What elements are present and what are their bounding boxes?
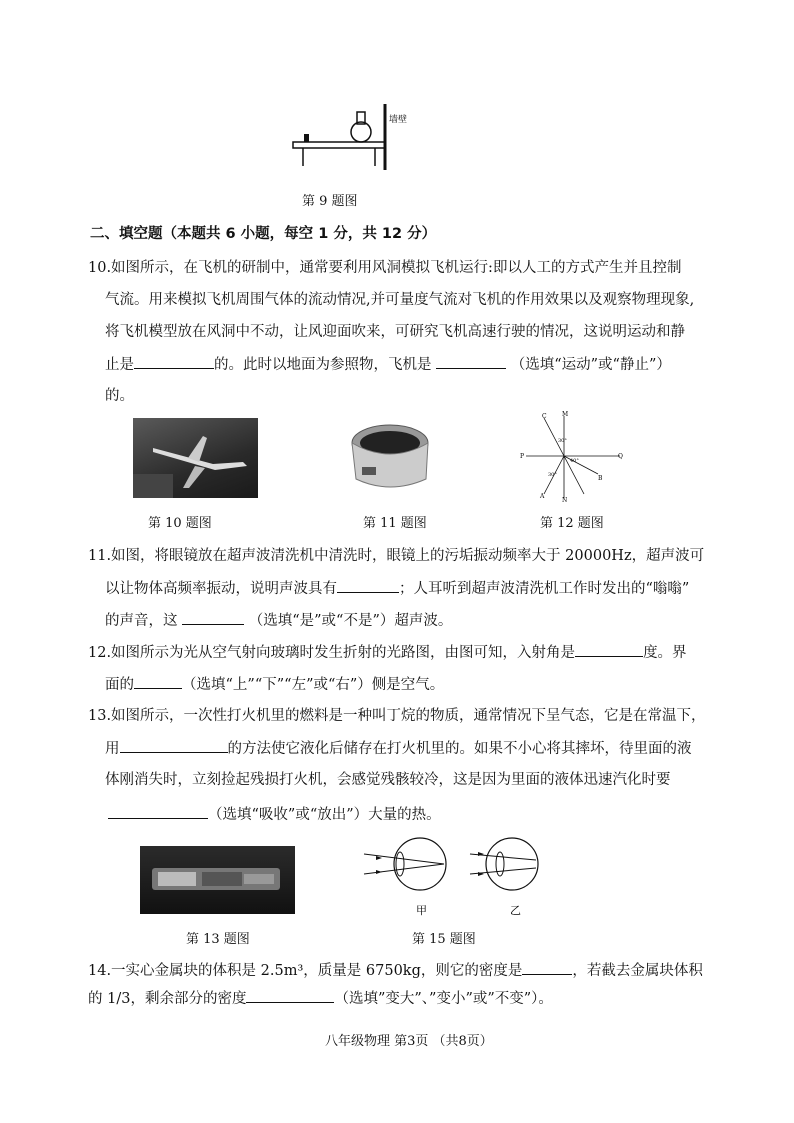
q13-line1: 13.如图所示，一次性打火机里的燃料是一种叫丁烷的物质，通常情况下呈气态，它是在常温下， (88, 708, 706, 724)
fig12-label-b: B (598, 475, 603, 482)
q13-line2 (105, 738, 692, 759)
q14-blank-2[interactable] (246, 988, 334, 1003)
q10-line4 (105, 354, 671, 375)
fig12-angle-1: 30° (558, 438, 567, 444)
fig15-caption: 第 15 题图 (412, 932, 476, 947)
section-title: 二、填空题（本题共 6 小题，每空 1 分，共 12 分） (90, 226, 437, 242)
fig9-diagram (285, 98, 425, 178)
q10-line3: 将飞机模型放在风洞中不动，让风迎面吹来，可研究飞机高速行驶的情况，这说明运动和静 (105, 324, 685, 340)
q14-line1-a: 14.一实心金属块的体积是 2.5m³，质量是 6750kg，则它的密度是 (88, 963, 523, 979)
q13-line4 (108, 804, 441, 825)
q10-line4-a: 止是 (105, 357, 134, 373)
q12-blank-2[interactable] (134, 674, 182, 689)
fig10-plane-photo (133, 418, 258, 498)
q10-blank-2[interactable] (436, 354, 506, 369)
fig12-label-q: Q (618, 453, 623, 460)
q11-line2 (105, 578, 689, 599)
q11-blank-1[interactable] (337, 578, 399, 593)
q12-line1-a: 12.如图所示为光从空气射向玻璃时发生折射的光路图，由图可知，入射角是 (88, 645, 576, 661)
fig9-caption: 第 9 题图 (302, 194, 358, 209)
fig12-angle-2: 30° (548, 472, 557, 478)
q12-line2-a: 面的 (105, 677, 134, 693)
fig9-wall-label: 墙壁 (389, 115, 408, 125)
fig11-cleaner-photo (348, 415, 433, 495)
q11-line3 (105, 610, 452, 631)
q12-line1-b: 度。界 (643, 645, 687, 661)
fig13-lighter-photo (140, 846, 295, 914)
q13-line4-text: （选填“吸收”或“放出”）大量的热。 (208, 807, 441, 823)
fig12-angle-3: 40° (570, 458, 579, 464)
fig15-eye-diagram (360, 830, 560, 920)
q11-line2-b: ；人耳听到超声波清洗机工作时发出的“嗡嗡” (399, 581, 690, 597)
q12-blank-1[interactable] (575, 642, 643, 657)
fig12-label-a: A (540, 493, 545, 500)
q11-blank-2[interactable] (182, 610, 244, 625)
q10-line4-c: （选填“运动”或“静止”） (510, 357, 671, 373)
fig12-label-n: N (562, 497, 568, 502)
fig11-caption: 第 11 题图 (363, 516, 427, 531)
q13-blank-1[interactable] (120, 738, 228, 753)
fig13-caption: 第 13 题图 (186, 932, 250, 947)
fig12-label-p: P (520, 453, 525, 460)
q14-line1-b: ，若截去金属块体积 (572, 963, 703, 979)
q14-blank-1[interactable] (522, 960, 572, 975)
q11-line1: 11.如图，将眼镜放在超声波清洗机中清洗时，眼镜上的污垢振动频率大于 20000Hz，超声波可 (88, 548, 705, 564)
fig12-caption: 第 12 题图 (540, 516, 604, 531)
q13-line2-a: 用 (105, 741, 120, 757)
q12-line1 (88, 642, 687, 663)
fig10-caption: 第 10 题图 (148, 516, 212, 531)
q13-blank-2[interactable] (108, 804, 208, 819)
q13-line3: 体刚消失时，立刻捡起残损打火机，会感觉残骸较冷，这是因为里面的液体迅速汽化时要 (105, 772, 671, 788)
q14-line2 (88, 988, 553, 1009)
q10-line1: 10.如图所示，在飞机的研制中，通常要利用风洞模拟飞机运行:即以人工的方式产生并且控制 (88, 260, 682, 276)
q11-line2-a: 以让物体高频率振动，说明声波具有 (105, 581, 337, 597)
page-footer: 八年级物理 第3页 （共8页） (325, 1034, 493, 1049)
q12-line2 (105, 674, 444, 695)
q10-line4-b: 的。此时以地面为参照物，飞机是 (214, 357, 432, 373)
q13-line2-b: 的方法使它液化后储存在打火机里的。如果不小心将其摔坏，待里面的液 (227, 741, 692, 757)
q14-line2-b: （选填”变大”、”变小”或”不变”）。 (334, 991, 553, 1007)
fig12-refraction-diagram (518, 410, 628, 502)
q11-line3-a: 的声音，这 (105, 613, 178, 629)
q14-line2-a: 的 1/3，剩余部分的密度 (88, 991, 247, 1007)
q11-line3-b: （选填“是”或“不是”）超声波。 (248, 613, 453, 629)
fig12-label-c: C (542, 413, 547, 420)
q10-blank-1[interactable] (134, 354, 214, 369)
q14-line1 (88, 960, 703, 981)
q10-line2: 气流。用来模拟飞机周围气体的流动情况,并可量度气流对飞机的作用效果以及观察物理现象, (105, 292, 695, 308)
q12-line2-b: （选填“上”“下”“左”或“右”）侧是空气。 (182, 677, 445, 693)
fig12-label-m: M (562, 411, 569, 418)
q10-line5: 的。 (105, 388, 134, 404)
fig15-label-yi: 乙 (510, 904, 521, 917)
fig15-label-jia: 甲 (416, 904, 427, 917)
